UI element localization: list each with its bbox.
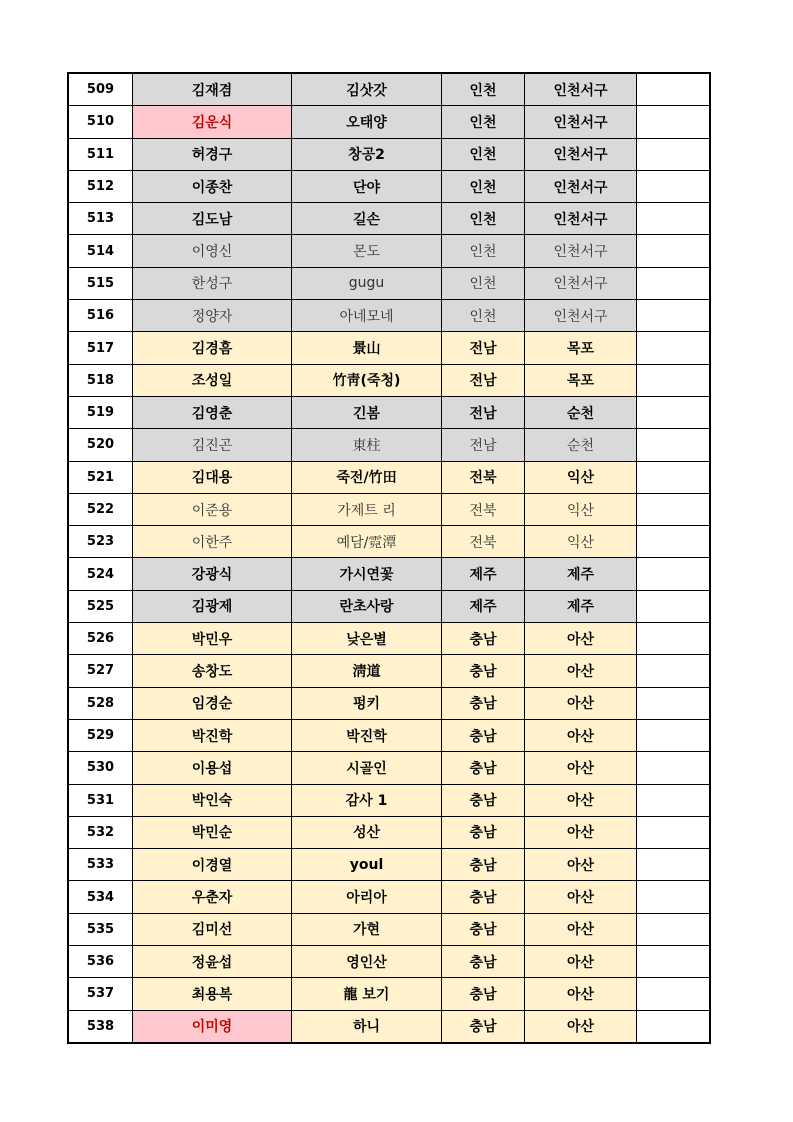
city-cell: 아산 [525,849,637,881]
city-cell: 아산 [525,816,637,848]
row-number-cell: 524 [68,558,133,590]
table-row [68,461,710,493]
member-name-cell: 이경열 [133,849,292,881]
nickname-cell: 龍 보기 [292,978,442,1010]
province-cell: 충남 [442,913,525,945]
row-number-cell: 516 [68,300,133,332]
row-number-cell: 523 [68,526,133,558]
province-cell: 충남 [442,719,525,751]
nickname-cell: 오태양 [292,106,442,138]
member-name-cell: 송창도 [133,655,292,687]
row-number-cell: 528 [68,687,133,719]
nickname-cell: 성산 [292,816,442,848]
province-cell: 충남 [442,1010,525,1043]
member-table [67,72,711,1044]
nickname-cell: 박진학 [292,719,442,751]
province-cell: 충남 [442,849,525,881]
member-name-cell: 이종찬 [133,170,292,202]
empty-cell [637,752,711,784]
nickname-cell: 가제트 리 [292,493,442,525]
province-cell: 충남 [442,623,525,655]
empty-cell [637,267,711,299]
nickname-cell: 東柱 [292,429,442,461]
empty-cell [637,590,711,622]
nickname-cell: 시골인 [292,752,442,784]
city-cell: 아산 [525,913,637,945]
member-name-cell: 한성구 [133,267,292,299]
table-row [68,655,710,687]
table-row [68,203,710,235]
city-cell: 아산 [525,719,637,751]
empty-cell [637,978,711,1010]
member-name-cell: 김영춘 [133,396,292,428]
province-cell: 전북 [442,461,525,493]
member-name-cell: 김운식 [133,106,292,138]
empty-cell [637,558,711,590]
row-number-cell: 538 [68,1010,133,1043]
row-number-cell: 536 [68,946,133,978]
nickname-cell: 아리아 [292,881,442,913]
nickname-cell: 竹靑(죽청) [292,364,442,396]
city-cell: 아산 [525,752,637,784]
nickname-cell: youl [292,849,442,881]
member-name-cell: 박인숙 [133,784,292,816]
row-number-cell: 531 [68,784,133,816]
row-number-cell: 509 [68,73,133,106]
member-name-cell: 이준용 [133,493,292,525]
empty-cell [637,396,711,428]
city-cell: 아산 [525,784,637,816]
nickname-cell: 하니 [292,1010,442,1043]
empty-cell [637,913,711,945]
empty-cell [637,655,711,687]
nickname-cell: 감사 1 [292,784,442,816]
table-row [68,106,710,138]
province-cell: 충남 [442,784,525,816]
province-cell: 인천 [442,267,525,299]
member-name-cell: 이한주 [133,526,292,558]
empty-cell [637,816,711,848]
empty-cell [637,364,711,396]
empty-cell [637,300,711,332]
province-cell: 제주 [442,590,525,622]
member-name-cell: 김재겸 [133,73,292,106]
empty-cell [637,623,711,655]
table-row [68,1010,710,1043]
empty-cell [637,849,711,881]
empty-cell [637,946,711,978]
row-number-cell: 530 [68,752,133,784]
row-number-cell: 515 [68,267,133,299]
table-row [68,364,710,396]
member-table-body [68,73,710,1043]
row-number-cell: 525 [68,590,133,622]
member-name-cell: 정윤섭 [133,946,292,978]
city-cell: 인천서구 [525,203,637,235]
province-cell: 인천 [442,170,525,202]
nickname-cell: 길손 [292,203,442,235]
row-number-cell: 520 [68,429,133,461]
province-cell: 충남 [442,816,525,848]
row-number-cell: 518 [68,364,133,396]
nickname-cell: 아네모네 [292,300,442,332]
row-number-cell: 529 [68,719,133,751]
province-cell: 충남 [442,752,525,784]
table-row [68,235,710,267]
city-cell: 아산 [525,655,637,687]
empty-cell [637,526,711,558]
province-cell: 전남 [442,396,525,428]
table-row [68,493,710,525]
city-cell: 아산 [525,687,637,719]
city-cell: 목포 [525,332,637,364]
table-row [68,590,710,622]
table-row [68,267,710,299]
empty-cell [637,881,711,913]
member-name-cell: 김경흠 [133,332,292,364]
row-number-cell: 537 [68,978,133,1010]
table-row [68,138,710,170]
province-cell: 충남 [442,881,525,913]
row-number-cell: 532 [68,816,133,848]
member-name-cell: 임경순 [133,687,292,719]
table-row [68,73,710,106]
province-cell: 전남 [442,429,525,461]
member-name-cell: 허경구 [133,138,292,170]
table-row [68,623,710,655]
city-cell: 순천 [525,396,637,428]
empty-cell [637,235,711,267]
province-cell: 제주 [442,558,525,590]
row-number-cell: 517 [68,332,133,364]
province-cell: 충남 [442,687,525,719]
empty-cell [637,138,711,170]
nickname-cell: 죽전/竹田 [292,461,442,493]
province-cell: 전북 [442,493,525,525]
city-cell: 인천서구 [525,267,637,299]
province-cell: 전남 [442,364,525,396]
city-cell: 인천서구 [525,73,637,106]
row-number-cell: 514 [68,235,133,267]
city-cell: 인천서구 [525,170,637,202]
table-row [68,913,710,945]
city-cell: 아산 [525,978,637,1010]
city-cell: 인천서구 [525,300,637,332]
city-cell: 인천서구 [525,235,637,267]
table-row [68,849,710,881]
table-row [68,881,710,913]
row-number-cell: 526 [68,623,133,655]
table-row [68,719,710,751]
member-name-cell: 박민순 [133,816,292,848]
member-name-cell: 조성일 [133,364,292,396]
member-name-cell: 김진곤 [133,429,292,461]
empty-cell [637,1010,711,1043]
row-number-cell: 511 [68,138,133,170]
member-name-cell: 김대용 [133,461,292,493]
city-cell: 인천서구 [525,138,637,170]
empty-cell [637,719,711,751]
city-cell: 순천 [525,429,637,461]
empty-cell [637,461,711,493]
table-row [68,816,710,848]
table-row [68,752,710,784]
table-row [68,429,710,461]
nickname-cell: 낮은별 [292,623,442,655]
city-cell: 익산 [525,526,637,558]
empty-cell [637,73,711,106]
member-name-cell: 우춘자 [133,881,292,913]
empty-cell [637,170,711,202]
province-cell: 충남 [442,978,525,1010]
city-cell: 인천서구 [525,106,637,138]
city-cell: 목포 [525,364,637,396]
member-name-cell: 강광식 [133,558,292,590]
member-name-cell: 박민우 [133,623,292,655]
member-name-cell: 이미영 [133,1010,292,1043]
province-cell: 인천 [442,106,525,138]
province-cell: 충남 [442,655,525,687]
nickname-cell: gugu [292,267,442,299]
empty-cell [637,106,711,138]
row-number-cell: 521 [68,461,133,493]
member-name-cell: 이용섭 [133,752,292,784]
province-cell: 인천 [442,73,525,106]
city-cell: 아산 [525,881,637,913]
row-number-cell: 533 [68,849,133,881]
nickname-cell: 창공2 [292,138,442,170]
province-cell: 인천 [442,300,525,332]
nickname-cell: 영인산 [292,946,442,978]
nickname-cell: 긴봄 [292,396,442,428]
nickname-cell: 김삿갓 [292,73,442,106]
table-row [68,784,710,816]
province-cell: 전북 [442,526,525,558]
member-name-cell: 정양자 [133,300,292,332]
empty-cell [637,493,711,525]
row-number-cell: 534 [68,881,133,913]
nickname-cell: 예담/霓潭 [292,526,442,558]
city-cell: 익산 [525,493,637,525]
row-number-cell: 513 [68,203,133,235]
table-row [68,332,710,364]
province-cell: 전남 [442,332,525,364]
city-cell: 아산 [525,1010,637,1043]
nickname-cell: 몬도 [292,235,442,267]
row-number-cell: 522 [68,493,133,525]
member-name-cell: 박진학 [133,719,292,751]
member-name-cell: 김광제 [133,590,292,622]
table-row [68,946,710,978]
province-cell: 인천 [442,203,525,235]
nickname-cell: 단야 [292,170,442,202]
city-cell: 아산 [525,623,637,655]
province-cell: 인천 [442,138,525,170]
nickname-cell: 景山 [292,332,442,364]
table-row [68,170,710,202]
city-cell: 익산 [525,461,637,493]
member-name-cell: 김미선 [133,913,292,945]
empty-cell [637,687,711,719]
row-number-cell: 527 [68,655,133,687]
province-cell: 인천 [442,235,525,267]
empty-cell [637,429,711,461]
nickname-cell: 펑키 [292,687,442,719]
nickname-cell: 가시연꽃 [292,558,442,590]
table-row [68,526,710,558]
nickname-cell: 가현 [292,913,442,945]
nickname-cell: 란초사랑 [292,590,442,622]
empty-cell [637,784,711,816]
province-cell: 충남 [442,946,525,978]
empty-cell [637,332,711,364]
table-row [68,558,710,590]
table-row [68,687,710,719]
empty-cell [637,203,711,235]
row-number-cell: 510 [68,106,133,138]
row-number-cell: 519 [68,396,133,428]
nickname-cell: 淸道 [292,655,442,687]
table-row [68,396,710,428]
member-name-cell: 김도남 [133,203,292,235]
city-cell: 제주 [525,558,637,590]
table-row [68,300,710,332]
city-cell: 아산 [525,946,637,978]
member-name-cell: 이영신 [133,235,292,267]
row-number-cell: 535 [68,913,133,945]
member-name-cell: 최용복 [133,978,292,1010]
table-row [68,978,710,1010]
city-cell: 제주 [525,590,637,622]
row-number-cell: 512 [68,170,133,202]
